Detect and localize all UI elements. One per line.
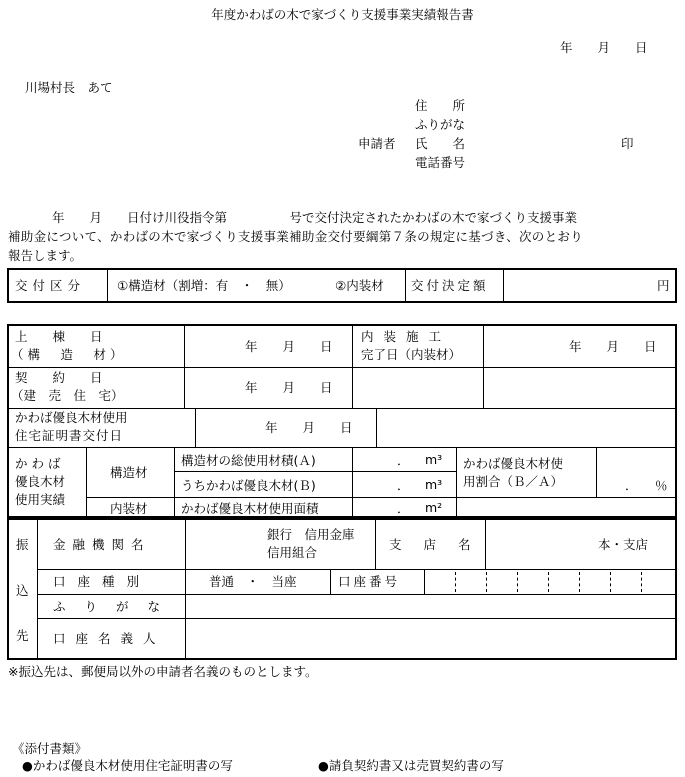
kawaba-volume-dot: ． [397,478,410,493]
interior-material-label: 内装材 [110,501,148,516]
contract-date-label: 契 約 日 [15,370,103,385]
roof-date-sub: （構 造 材） [11,347,127,362]
structural-material-label: 構造材 [110,465,148,480]
total-volume-label: 構造材の総使用材積(Ａ) [181,453,316,468]
attachments-heading: 《添付書類》 [12,741,88,756]
transfer-label-2: 込 [16,583,29,598]
body-line-2: 補助金について、かわばの木で家づくり支援事業補助金交付要綱第７条の規定に基づき、次のとおり [8,229,584,244]
account-number-label: 口座番号 [338,574,401,589]
ratio-label-1: かわば優良木材使 [463,456,564,471]
kawaba-volume-label: うちかわば優良木材(Ｂ) [181,478,316,493]
grant-option-structural: ①構造材（割増：有 ・ 無） [117,278,291,293]
attachment-item-certificate: ● かわば優良木材使用住宅証明書の写 [22,758,233,774]
area-label: かわば優良木材使用面積 [181,501,319,516]
applicant-address-label: 住 所 [415,98,466,113]
applicant-furigana-label: ふりがな [415,117,466,132]
certificate-date-sub: 住宅証明書交付日 [15,428,124,443]
roof-date-value: 年 月 日 [245,339,333,354]
body-line-3: 報告します。 [8,248,83,263]
contract-date-sub: （建 売 住 宅） [11,388,124,403]
branch-type-label: 本・支店 [598,537,649,552]
kawaba-volume-unit: m³ [425,477,443,492]
applicant-name-label: 氏 名 [415,136,466,151]
area-dot: ． [397,501,410,516]
applicant-label: 申請者 [358,136,396,151]
certificate-date-value: 年 月 日 [265,420,353,435]
main-table [7,324,677,518]
ratio-unit: ％ [655,478,668,493]
area-unit: m² [425,500,443,515]
applicant-phone-label: 電話番号 [415,155,466,170]
body-line-1: 年 月 日付け川役指令第 号で交付決定されたかわばの木で家づくり支援事業 [52,210,578,225]
ratio-dot: ． [625,478,638,493]
branch-name-label: 支店名 [389,537,493,552]
interior-complete-value: 年 月 日 [569,339,657,354]
bank-types-line-1: 銀行 信用金庫 [267,527,355,542]
roof-date-label: 上 棟 日 [15,329,103,344]
ratio-label-2: 用割合（Ｂ／Ａ） [463,474,564,489]
grant-option-interior: ②内装材 [335,278,384,293]
interior-complete-label: 内装施工 [361,329,452,344]
addressee: 川場村長 あて [25,80,113,95]
date-line: 年 月 日 [560,40,648,55]
institution-label: 金融機関名 [53,537,151,552]
grant-amount-label: 交付決定額 [411,278,489,293]
transfer-label-3: 先 [16,628,29,643]
contract-date-value: 年 月 日 [245,380,333,395]
account-type-label: 口座種別 [53,574,152,589]
account-holder-label: 口座名義人 [53,631,166,646]
seal-mark: 印 [621,136,634,151]
attachment-item-contract: ● 請負契約書又は売買契約書の写 [318,758,504,774]
grant-amount-unit: 円 [657,278,670,293]
interior-complete-sub: 完了日（内装材） [361,347,462,362]
bank-table [7,518,677,660]
usage-results-label-3: 使用実績 [15,492,66,507]
transfer-note: ※振込先は、郵便局以外の申請者名義のものとします。 [8,664,318,679]
total-volume-unit: m³ [425,452,443,467]
usage-results-label-1: かわば [15,456,65,471]
transfer-label-1: 振 [16,537,29,552]
usage-results-label-2: 優良木材 [15,474,66,489]
account-type-options: 普通 ・ 当座 [209,574,297,589]
grant-category-label: 交付区分 [15,278,86,293]
bank-types-line-2: 信用組合 [267,545,318,560]
grant-table [7,268,677,303]
total-volume-dot: ． [397,453,410,468]
certificate-date-label: かわば優良木材使用 [15,410,128,425]
document-title: 年度かわばの木で家づくり支援事業実績報告書 [211,7,474,22]
furigana-label: ふりがな [53,599,180,614]
